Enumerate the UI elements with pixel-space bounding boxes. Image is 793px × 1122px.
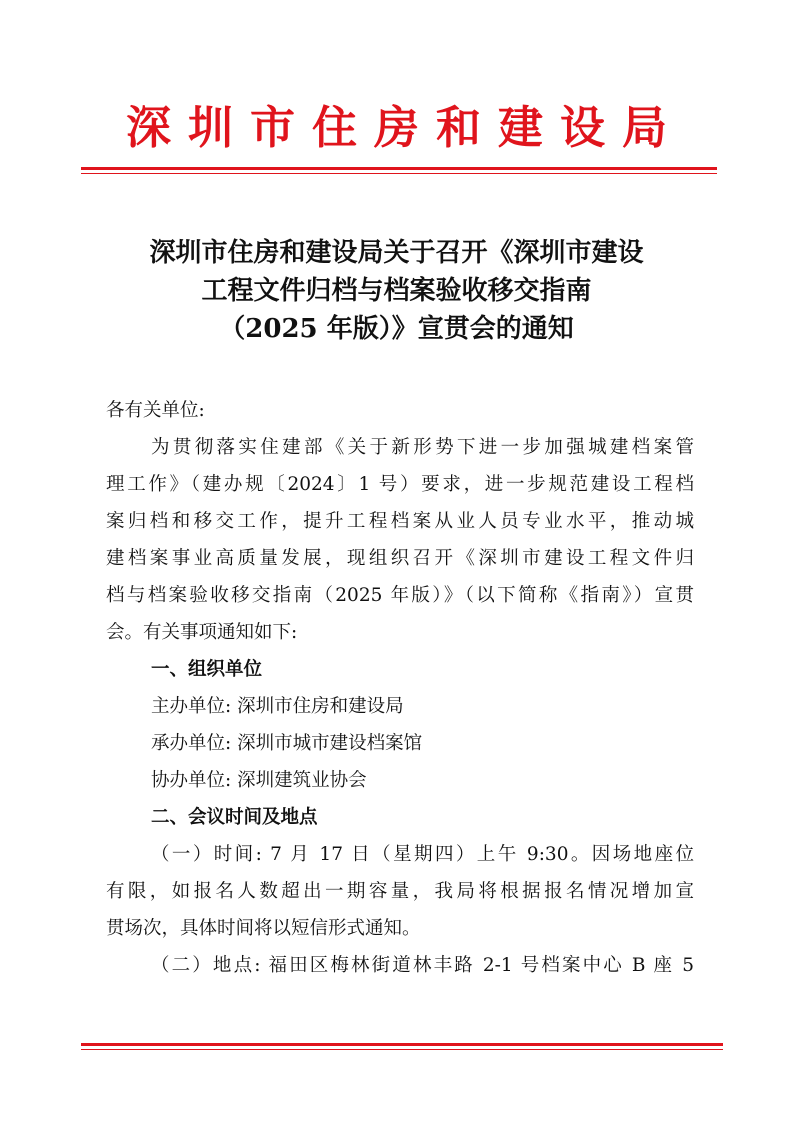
masthead-divider <box>81 167 717 174</box>
intro-line: 建档案事业高质量发展，现组织召开《深圳市建设工程文件归 <box>106 548 694 569</box>
intro-line: 案归档和移交工作，提升工程档案从业人员专业水平，推动城 <box>106 511 694 532</box>
intro-paragraph <box>106 429 694 651</box>
time-line: 贯场次，具体时间将以短信形式通知。 <box>106 918 421 939</box>
agency-masthead: 深圳市住房和建设局 <box>125 101 684 154</box>
intro-line: 会。有关事项通知如下: <box>106 622 298 643</box>
salutation: 各有关单位: <box>106 400 205 421</box>
footer-divider <box>81 1043 723 1050</box>
notice-title <box>60 234 733 348</box>
place-line: （二）地点: 福田区梅林街道林丰路 2-1 号档案中心 B 座 5 <box>151 955 694 976</box>
title-line: 工程文件归档与档案验收移交指南 <box>201 276 592 306</box>
intro-line: 理工作》（建办规〔2024〕1 号）要求，进一步规范建设工程档 <box>106 474 694 495</box>
section-heading-time-place: 二、会议时间及地点 <box>151 807 318 828</box>
divider-thin-line <box>81 173 717 174</box>
section-heading-organizers: 一、组织单位 <box>151 659 263 680</box>
intro-line: 档与档案验收移交指南（2025 年版）》（以下简称《指南》）宣贯 <box>106 585 694 606</box>
time-line: （一）时间: 7 月 17 日（星期四）上午 9:30。因场地座位 <box>151 844 694 865</box>
intro-line: 为贯彻落实住建部《关于新形势下进一步加强城建档案管 <box>151 437 694 458</box>
organizer-item: 承办单位: 深圳市城市建设档案馆 <box>151 733 423 754</box>
divider-thin-line <box>81 1049 723 1050</box>
organizer-item: 主办单位: 深圳市住房和建设局 <box>151 696 404 717</box>
title-line: （2025 年版）》宣贯会的通知 <box>219 314 574 344</box>
title-line: 深圳市住房和建设局关于召开《深圳市建设 <box>149 238 644 268</box>
organizer-item: 协办单位: 深圳建筑业协会 <box>151 770 367 791</box>
time-line: 有限，如报名人数超出一期容量，我局将根据报名情况增加宣 <box>106 881 694 902</box>
notice-body <box>106 392 694 984</box>
